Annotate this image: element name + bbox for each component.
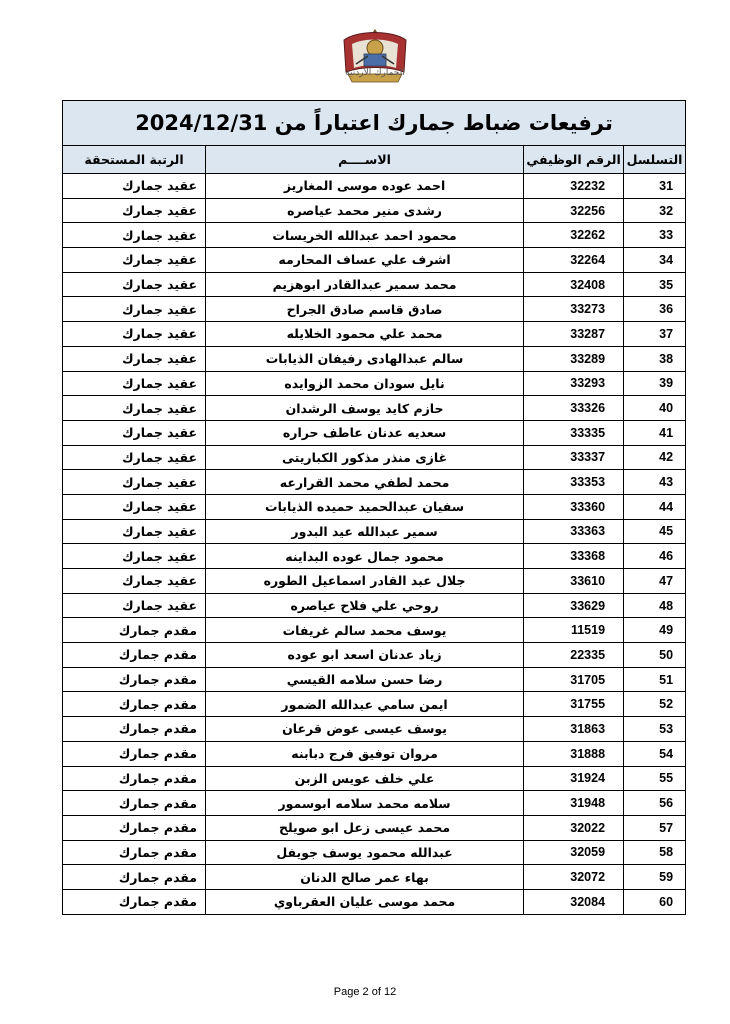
cell-seq: 45 <box>624 519 686 544</box>
cell-employee-id: 11519 <box>524 618 624 643</box>
table-row <box>63 667 686 692</box>
cell-rank: عقيد جمارك <box>63 198 206 223</box>
cell-rank: عقيد جمارك <box>63 470 206 495</box>
cell-seq: 38 <box>624 346 686 371</box>
cell-rank: مقدم جمارك <box>63 618 206 643</box>
cell-name: محمد لطفي محمد القرارعه <box>206 470 524 495</box>
cell-employee-id: 31705 <box>524 667 624 692</box>
cell-name: بهاء عمر صالح الدنان <box>206 865 524 890</box>
cell-rank: عقيد جمارك <box>63 297 206 322</box>
cell-seq: 52 <box>624 692 686 717</box>
cell-employee-id: 31948 <box>524 791 624 816</box>
cell-name: محمد سمير عبدالقادر ابوهزيم <box>206 272 524 297</box>
cell-employee-id: 32022 <box>524 815 624 840</box>
table-row <box>63 692 686 717</box>
table-row <box>63 717 686 742</box>
cell-name: سالم عبدالهادى رفيفان الذيابات <box>206 346 524 371</box>
cell-rank: عقيد جمارك <box>63 346 206 371</box>
cell-rank: عقيد جمارك <box>63 494 206 519</box>
table-row <box>63 741 686 766</box>
cell-name: اشرف علي عساف المحارمه <box>206 248 524 273</box>
cell-rank: عقيد جمارك <box>63 420 206 445</box>
table-row <box>63 840 686 865</box>
cell-employee-id: 33629 <box>524 593 624 618</box>
cell-rank: مقدم جمارك <box>63 791 206 816</box>
cell-seq: 57 <box>624 815 686 840</box>
cell-seq: 35 <box>624 272 686 297</box>
cell-rank: مقدم جمارك <box>63 815 206 840</box>
cell-rank: عقيد جمارك <box>63 396 206 421</box>
cell-rank: عقيد جمارك <box>63 371 206 396</box>
table-row <box>63 272 686 297</box>
cell-rank: عقيد جمارك <box>63 519 206 544</box>
cell-rank: مقدم جمارك <box>63 692 206 717</box>
cell-rank: مقدم جمارك <box>63 741 206 766</box>
table-row <box>63 445 686 470</box>
cell-seq: 33 <box>624 223 686 248</box>
cell-seq: 56 <box>624 791 686 816</box>
table-row <box>63 174 686 199</box>
header-rank: الرتبة المستحقة <box>63 146 206 174</box>
table-row <box>63 494 686 519</box>
cell-seq: 58 <box>624 840 686 865</box>
table-row <box>63 470 686 495</box>
table-title: ترفيعات ضباط جمارك اعتباراً من 2024/12/31 <box>63 101 686 146</box>
table-row <box>63 569 686 594</box>
cell-name: علي خلف عويس الزبن <box>206 766 524 791</box>
table-row <box>63 618 686 643</box>
cell-name: احمد عوده موسى المغاريز <box>206 174 524 199</box>
table-row <box>63 420 686 445</box>
cell-employee-id: 22335 <box>524 643 624 668</box>
table-row <box>63 643 686 668</box>
cell-employee-id: 32262 <box>524 223 624 248</box>
cell-name: صادق قاسم صادق الجراح <box>206 297 524 322</box>
page-number: Page 2 of 12 <box>333 986 397 998</box>
cell-employee-id: 32072 <box>524 865 624 890</box>
table-row <box>63 593 686 618</box>
cell-seq: 48 <box>624 593 686 618</box>
table-row <box>63 322 686 347</box>
cell-name: محمد علي محمود الخلايله <box>206 322 524 347</box>
table-row <box>63 248 686 273</box>
cell-seq: 50 <box>624 643 686 668</box>
cell-seq: 47 <box>624 569 686 594</box>
cell-seq: 59 <box>624 865 686 890</box>
cell-rank: مقدم جمارك <box>63 643 206 668</box>
cell-rank: مقدم جمارك <box>63 889 206 914</box>
header-seq: التسلسل <box>624 146 686 174</box>
cell-employee-id: 33326 <box>524 396 624 421</box>
table-row <box>63 346 686 371</box>
cell-name: سفيان عبدالحميد حميده الذيابات <box>206 494 524 519</box>
cell-name: سلامه محمد سلامه ابوسمور <box>206 791 524 816</box>
cell-seq: 60 <box>624 889 686 914</box>
cell-rank: عقيد جمارك <box>63 544 206 569</box>
cell-rank: عقيد جمارك <box>63 445 206 470</box>
cell-employee-id: 32059 <box>524 840 624 865</box>
cell-employee-id: 32084 <box>524 889 624 914</box>
cell-rank: عقيد جمارك <box>63 569 206 594</box>
cell-seq: 53 <box>624 717 686 742</box>
cell-rank: عقيد جمارك <box>63 248 206 273</box>
table-row <box>63 544 686 569</box>
cell-seq: 36 <box>624 297 686 322</box>
cell-employee-id: 32232 <box>524 174 624 199</box>
cell-name: رضا حسن سلامه القيسي <box>206 667 524 692</box>
cell-name: حازم كايد يوسف الرشدان <box>206 396 524 421</box>
table-row <box>63 865 686 890</box>
cell-name: يوسف عيسى عوض قرعان <box>206 717 524 742</box>
coat-of-arms-icon <box>338 26 412 88</box>
cell-seq: 54 <box>624 741 686 766</box>
table-row <box>63 889 686 914</box>
cell-name: محمد موسى عليان العقرباوي <box>206 889 524 914</box>
cell-employee-id: 33289 <box>524 346 624 371</box>
cell-seq: 51 <box>624 667 686 692</box>
cell-seq: 49 <box>624 618 686 643</box>
cell-employee-id: 32264 <box>524 248 624 273</box>
cell-seq: 44 <box>624 494 686 519</box>
cell-rank: مقدم جمارك <box>63 717 206 742</box>
cell-employee-id: 32256 <box>524 198 624 223</box>
cell-seq: 41 <box>624 420 686 445</box>
header-employee-id: الرقم الوظيفي <box>524 146 624 174</box>
cell-name: نايل سودان محمد الزوايده <box>206 371 524 396</box>
cell-rank: عقيد جمارك <box>63 174 206 199</box>
cell-employee-id: 31888 <box>524 741 624 766</box>
emblem-caption: الجمارك الاردنية <box>345 68 405 78</box>
promotions-table <box>62 100 686 915</box>
cell-name: ايمن سامي عبدالله الضمور <box>206 692 524 717</box>
table-row <box>63 371 686 396</box>
table-row <box>63 396 686 421</box>
cell-employee-id: 33337 <box>524 445 624 470</box>
cell-name: روحي علي فلاح عياصره <box>206 593 524 618</box>
cell-rank: مقدم جمارك <box>63 766 206 791</box>
cell-name: عبدالله محمود يوسف جويفل <box>206 840 524 865</box>
cell-seq: 37 <box>624 322 686 347</box>
cell-name: سمير عبدالله عيد البدور <box>206 519 524 544</box>
cell-employee-id: 33368 <box>524 544 624 569</box>
table-row <box>63 223 686 248</box>
cell-employee-id: 31924 <box>524 766 624 791</box>
cell-seq: 55 <box>624 766 686 791</box>
table-row <box>63 297 686 322</box>
cell-name: جلال عبد القادر اسماعيل الطوره <box>206 569 524 594</box>
cell-employee-id: 33353 <box>524 470 624 495</box>
cell-rank: عقيد جمارك <box>63 223 206 248</box>
cell-employee-id: 33610 <box>524 569 624 594</box>
cell-rank: مقدم جمارك <box>63 865 206 890</box>
cell-employee-id: 33363 <box>524 519 624 544</box>
cell-rank: عقيد جمارك <box>63 593 206 618</box>
table-row <box>63 519 686 544</box>
table-row <box>63 766 686 791</box>
table-body <box>63 174 686 915</box>
cell-name: سعديه عدنان عاطف حراره <box>206 420 524 445</box>
cell-name: محمود احمد عبدالله الخريسات <box>206 223 524 248</box>
cell-name: محمود جمال عوده البداينه <box>206 544 524 569</box>
cell-seq: 32 <box>624 198 686 223</box>
cell-name: زياد عدنان اسعد ابو عوده <box>206 643 524 668</box>
cell-employee-id: 31755 <box>524 692 624 717</box>
cell-employee-id: 33273 <box>524 297 624 322</box>
cell-name: رشدى منير محمد عياصره <box>206 198 524 223</box>
cell-rank: مقدم جمارك <box>63 667 206 692</box>
table-row <box>63 791 686 816</box>
cell-employee-id: 33293 <box>524 371 624 396</box>
cell-name: محمد عيسى زعل ابو صويلح <box>206 815 524 840</box>
cell-employee-id: 33287 <box>524 322 624 347</box>
cell-seq: 42 <box>624 445 686 470</box>
cell-rank: عقيد جمارك <box>63 272 206 297</box>
cell-employee-id: 31863 <box>524 717 624 742</box>
cell-seq: 31 <box>624 174 686 199</box>
cell-name: يوسف محمد سالم غريفات <box>206 618 524 643</box>
cell-employee-id: 33335 <box>524 420 624 445</box>
header-name: الاســــم <box>206 146 524 174</box>
cell-rank: عقيد جمارك <box>63 322 206 347</box>
table-row <box>63 198 686 223</box>
cell-seq: 40 <box>624 396 686 421</box>
cell-name: غازى منذر مذكور الكباريتى <box>206 445 524 470</box>
cell-rank: مقدم جمارك <box>63 840 206 865</box>
cell-seq: 34 <box>624 248 686 273</box>
table-row <box>63 815 686 840</box>
cell-seq: 43 <box>624 470 686 495</box>
cell-seq: 46 <box>624 544 686 569</box>
cell-name: مروان توفيق فرج دبابنه <box>206 741 524 766</box>
cell-seq: 39 <box>624 371 686 396</box>
cell-employee-id: 32408 <box>524 272 624 297</box>
cell-employee-id: 33360 <box>524 494 624 519</box>
